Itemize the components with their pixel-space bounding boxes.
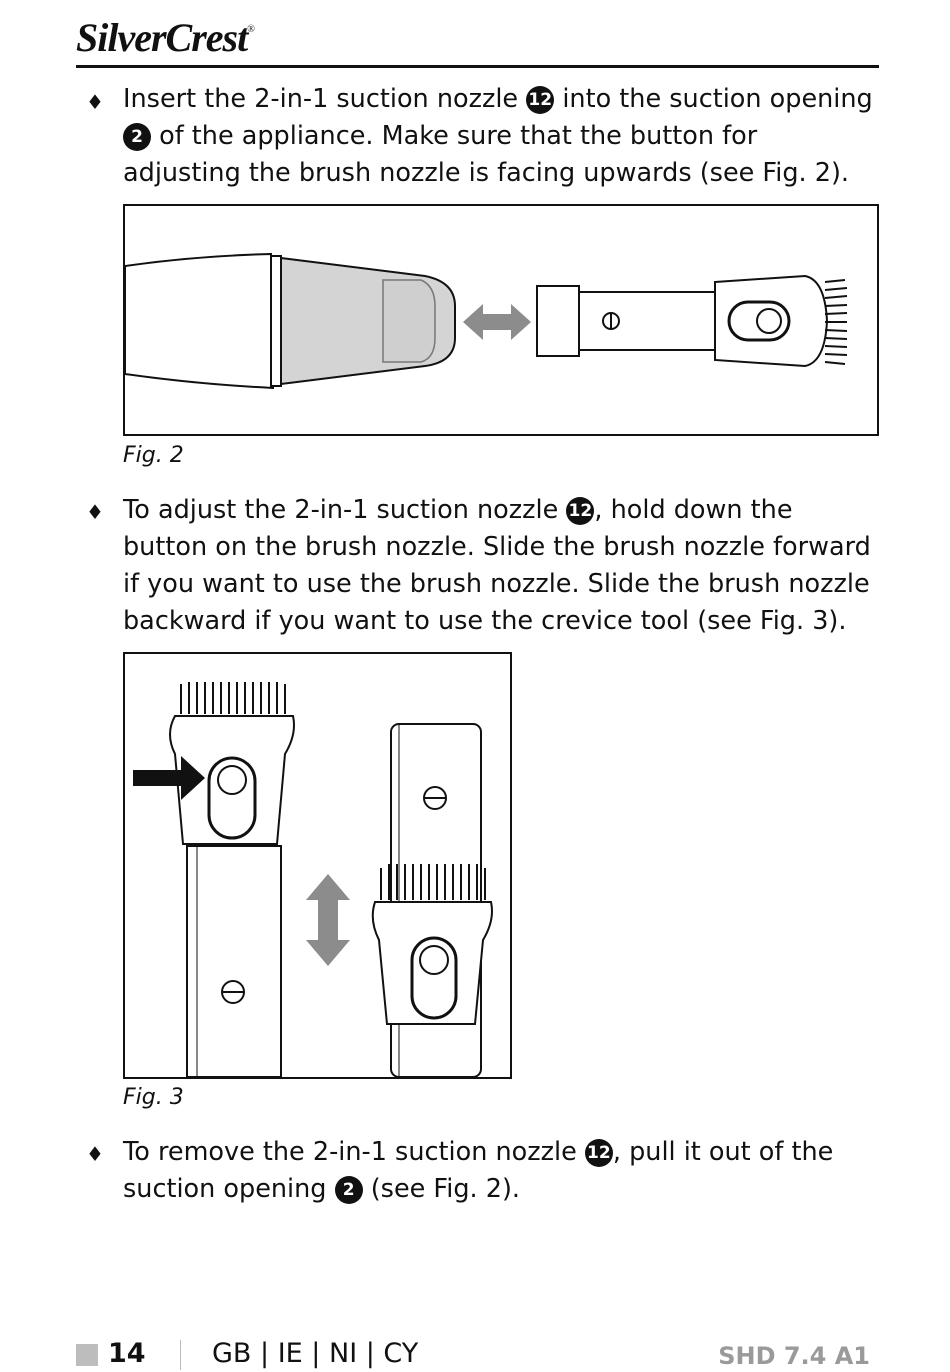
- instruction-remove: To remove the 2-in-1 suction nozzle 12, pull it out of the suction opening 2 (see Fig. 2).: [123, 1137, 834, 1204]
- bullet-icon: ♦: [86, 500, 104, 524]
- instruction-adjust: To adjust the 2-in-1 suction nozzle 12, hold down the button on the brush nozzle. Slide the brush nozzle forward if you want to use the brush nozzle. Slide the brush nozzle backward if you want to use the crevice tool (see Fig. 3).: [123, 495, 871, 636]
- figure-3: [123, 652, 512, 1079]
- instruction-insert: Insert the 2-in-1 suction nozzle 12 into the suction opening 2 of the appliance. Make sure that the button for adjusting the brush nozzle is facing upwards (see Fig. 2).: [123, 84, 873, 188]
- model-number: SHD 7.4 A1: [718, 1342, 870, 1370]
- country-codes: GB | IE | NI | CY: [212, 1338, 419, 1369]
- ref-badge: 12: [526, 86, 554, 114]
- nozzle-insert-illustration: [125, 206, 877, 434]
- ref-badge: 12: [585, 1139, 613, 1167]
- nozzle-adjust-illustration: [125, 654, 510, 1077]
- page-marker-icon: [76, 1344, 98, 1366]
- bullet-icon: ♦: [86, 1142, 104, 1166]
- ref-badge: 12: [566, 497, 594, 525]
- figure-2-caption: Fig. 2: [123, 443, 184, 468]
- ref-badge: 2: [335, 1176, 363, 1204]
- figure-2: [123, 204, 879, 436]
- header-rule: [76, 65, 879, 68]
- bullet-icon: ♦: [86, 90, 104, 114]
- figure-3-caption: Fig. 3: [123, 1085, 184, 1110]
- ref-badge: 2: [123, 123, 151, 151]
- page-number: 14: [108, 1338, 146, 1369]
- footer-divider: [180, 1340, 181, 1370]
- brand-logo: SilverCrest®: [76, 15, 254, 60]
